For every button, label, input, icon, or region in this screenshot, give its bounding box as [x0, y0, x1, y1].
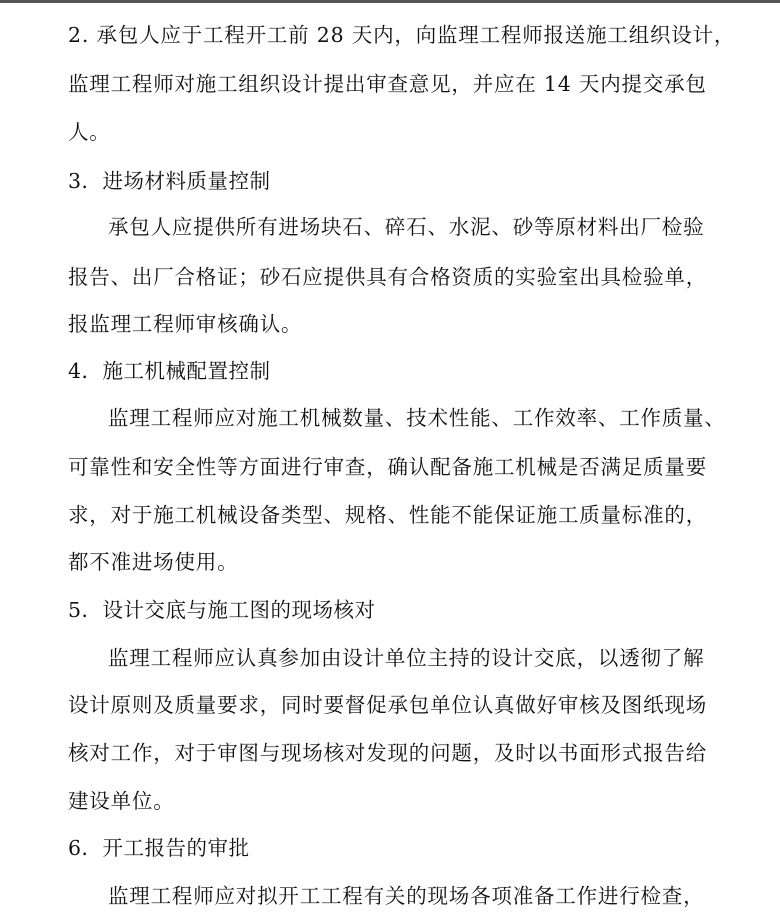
paragraph-line: 2. 承包人应于工程开工前 28 天内，向监理工程师报送施工组织设计， [68, 23, 736, 47]
paragraph-line: 监理工程师应对施工机械数量、技术性能、工作效率、工作质量、 [108, 406, 726, 430]
section-heading: 3．进场材料质量控制 [68, 169, 271, 193]
paragraph-line: 都不准进场使用。 [68, 550, 239, 574]
paragraph-line: 求，对于施工机械设备类型、规格、性能不能保证施工质量标准的， [68, 503, 707, 527]
paragraph-line: 人。 [68, 120, 111, 144]
paragraph-line: 监理工程师对施工组织设计提出审查意见，并应在 14 天内提交承包 [68, 72, 707, 96]
paragraph-line: 设计原则及质量要求，同时要督促承包单位认真做好审核及图纸现场 [68, 693, 707, 717]
paragraph-line: 建设单位。 [68, 789, 175, 813]
section-heading: 5．设计交底与施工图的现场核对 [68, 598, 376, 622]
paragraph-line: 监理工程师应对拟开工工程有关的现场各项准备工作进行检查， [108, 884, 705, 908]
section-heading: 6．开工报告的审批 [68, 836, 250, 860]
paragraph-line: 报监理工程师审核确认。 [68, 312, 303, 336]
section-heading: 4．施工机械配置控制 [68, 359, 271, 383]
paragraph-line: 报告、出厂合格证；砂石应提供具有合格资质的实验室出具检验单， [68, 265, 707, 289]
top-border-rule [0, 0, 780, 3]
paragraph-line: 可靠性和安全性等方面进行审查，确认配备施工机械是否满足质量要 [68, 455, 707, 479]
paragraph-line: 承包人应提供所有进场块石、碎石、水泥、砂等原材料出厂检验 [108, 215, 705, 239]
paragraph-line: 核对工作，对于审图与现场核对发现的问题，及时以书面形式报告给 [68, 741, 707, 765]
paragraph-line: 监理工程师应认真参加由设计单位主持的设计交底，以透彻了解 [108, 646, 705, 670]
